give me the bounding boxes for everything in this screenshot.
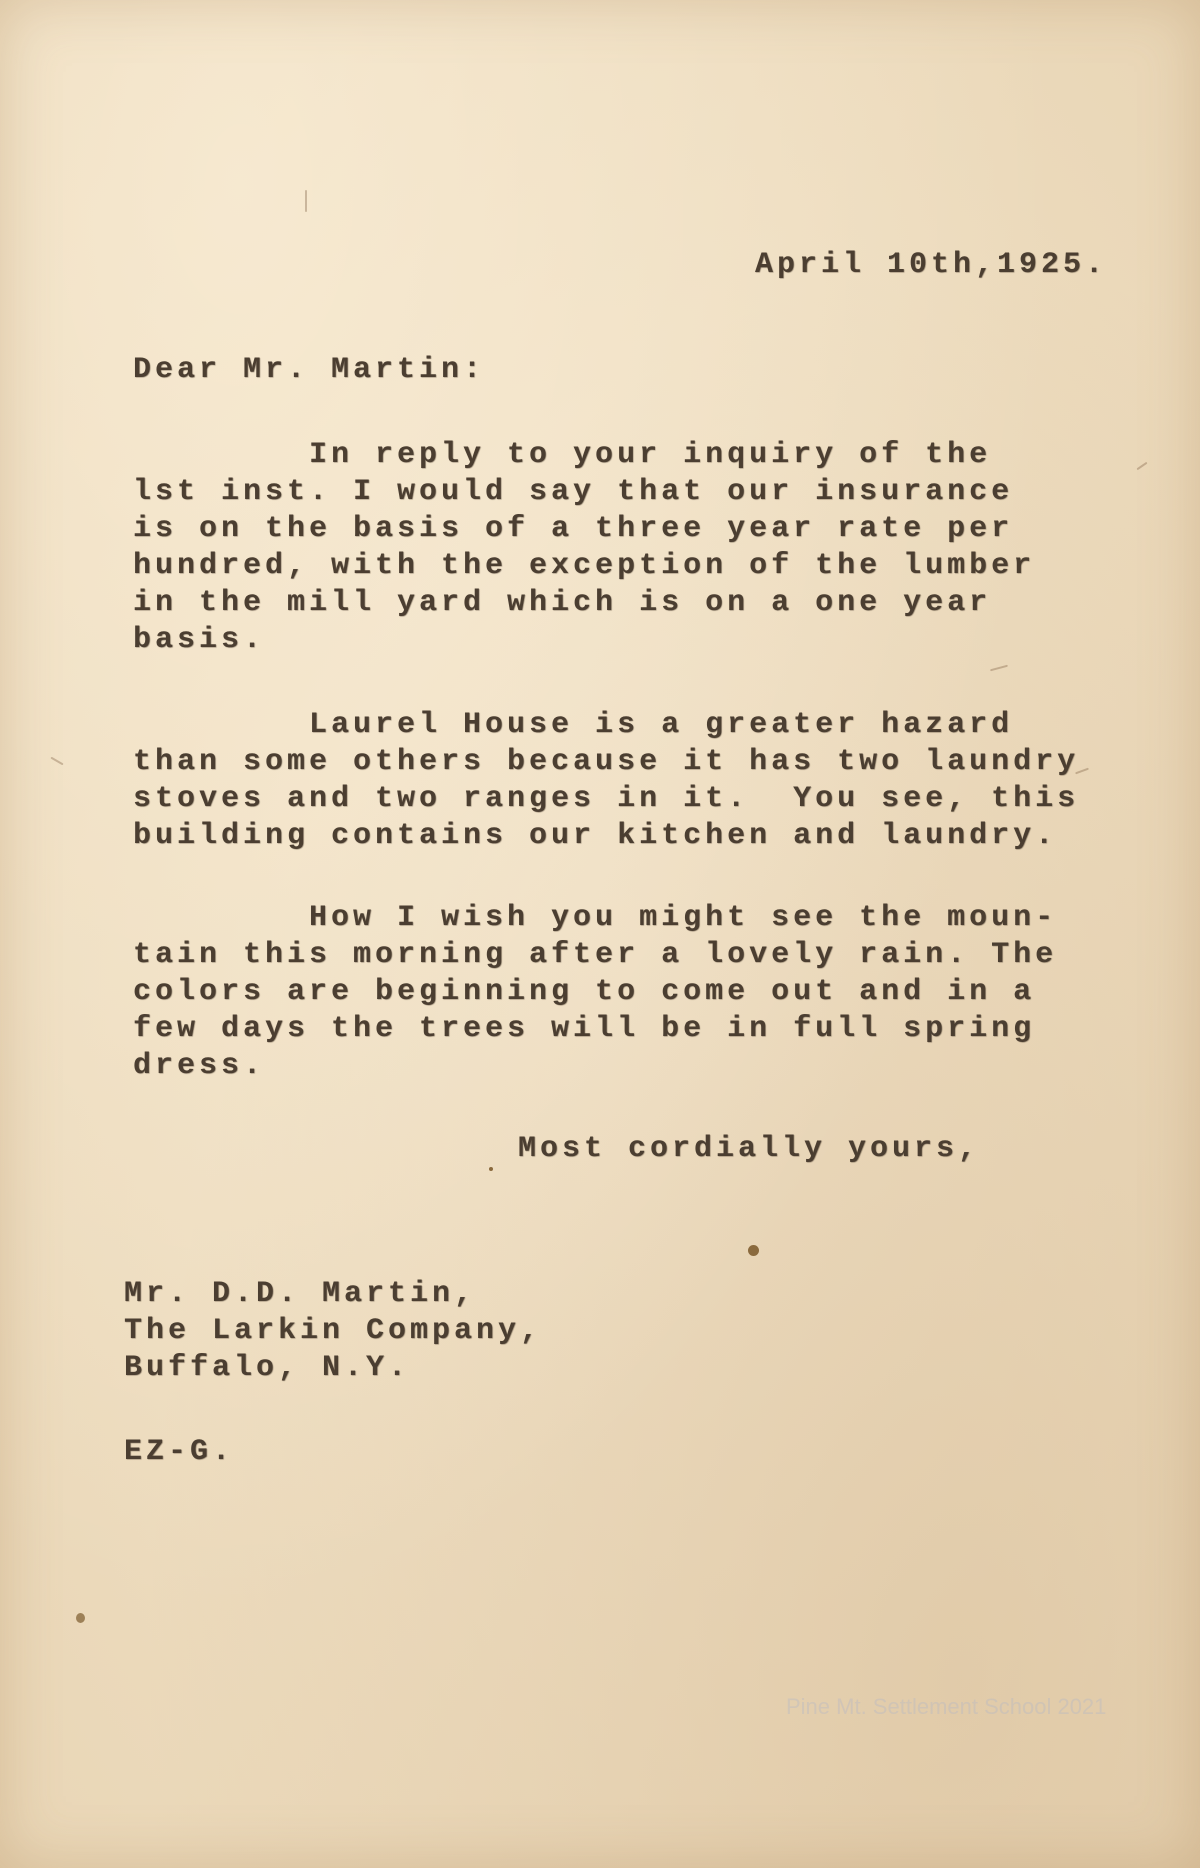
text-line: in the mill yard which is on a one year (133, 586, 992, 620)
text-line: colors are beginning to come out and in a (133, 975, 1036, 1009)
paragraph-mountain (133, 900, 1057, 1085)
text-line: basis. (133, 623, 266, 657)
text-line: hundred, with the exception of the lumber (133, 549, 1036, 583)
paper-fiber (50, 757, 63, 766)
letter-date: April 10th,1925. (755, 248, 1108, 282)
text-line: few days the trees will be in full spring (133, 1012, 1036, 1046)
salutation: Dear Mr. Martin: (133, 353, 486, 387)
text-line: stoves and two ranges in it. You see, this (133, 782, 1080, 816)
address-line: The Larkin Company, (124, 1314, 543, 1348)
paper-fiber (1137, 462, 1148, 471)
paragraph-insurance (133, 437, 1035, 659)
text-line: tain this morning after a lovely rain. The (133, 938, 1058, 972)
watermark: Pine Mt. Settlement School 2021 (786, 1694, 1107, 1719)
text-line: is on the basis of a three year rate per (133, 512, 1014, 546)
text-line: building contains our kitchen and laundry. (133, 819, 1058, 853)
text-line: than some others because it has two laundry (133, 745, 1080, 779)
ink-speck (489, 1167, 493, 1171)
paper-fiber (305, 190, 307, 212)
text-line: In reply to your inquiry of the (133, 438, 992, 472)
text-line: How I wish you might see the moun- (133, 901, 1058, 935)
ink-speck (748, 1245, 759, 1256)
text-line: Laurel House is a greater hazard (133, 708, 1014, 742)
closing: Most cordially yours, (518, 1132, 981, 1166)
paragraph-laurel-house (133, 707, 1079, 855)
paper-fiber (990, 665, 1008, 672)
address-line: Buffalo, N.Y. (124, 1351, 411, 1385)
ink-speck (76, 1613, 85, 1623)
text-line: dress. (133, 1049, 266, 1083)
address-line: Mr. D.D. Martin, (124, 1277, 477, 1311)
typist-initials: EZ-G. (124, 1435, 235, 1469)
recipient-address (124, 1276, 542, 1387)
text-line: lst inst. I would say that our insurance (133, 475, 1014, 509)
